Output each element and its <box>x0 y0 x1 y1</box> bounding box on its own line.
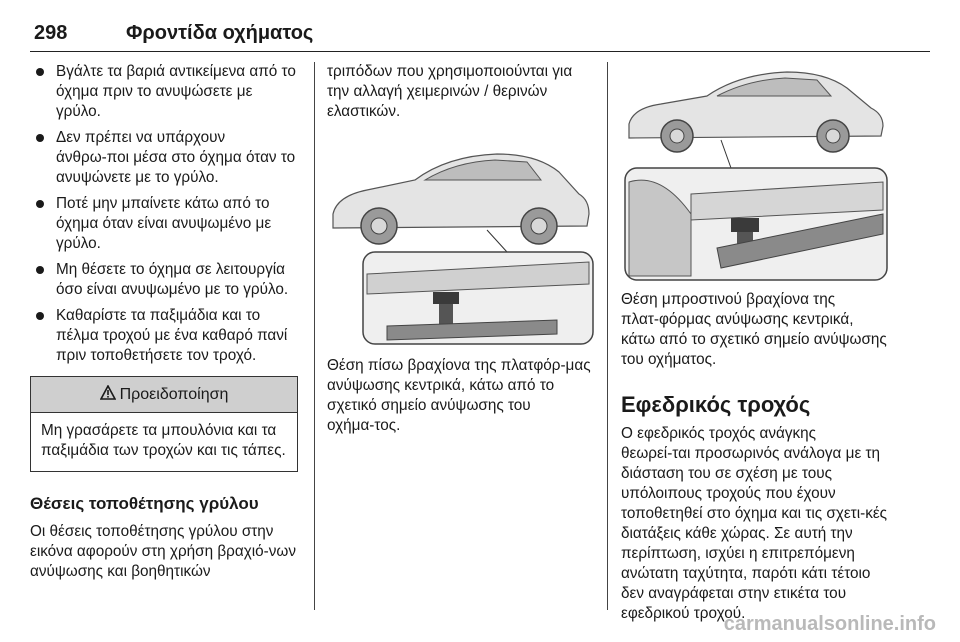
column-divider-2 <box>607 62 608 610</box>
list-item: Βγάλτε τα βαριά αντικείμενα από το όχημα πριν το ανυψώσετε με γρύλο. <box>30 62 298 122</box>
page-title: Φροντίδα οχήματος <box>126 22 314 44</box>
warning-header <box>31 377 297 413</box>
continuation-paragraph: τριπόδων που χρησιμοποιούνται για την αλλαγή χειμερινών / θερινών ελαστικών. <box>327 63 573 120</box>
spare-wheel-heading: Εφεδρικός τροχός <box>621 392 811 417</box>
spare-wheel-paragraph: Ο εφεδρικός τροχός ανάγκης θεωρεί‑ται προσωρινός ανάλογα με τη διάσταση του σε σχέση με τους υπόλοιπους τροχούς που έχουν τοποθετηθεί στο όχημα και τις σχετι‑κές διατάξεις κάθε χώρας. Σε αυτή την περίπτωση, ισχύει η επιτρεπόμενη ανώτατη ταχύτητα, παρότι κάτι τέτοιο δεν αναγράφεται στην ετικέτα του εφεδρικού τροχού. <box>621 425 888 622</box>
warning-text: Μη γρασάρετε τα μπουλόνια και τα παξιμάδια των τροχών και τις τάπες. <box>41 422 286 459</box>
list-item: Καθαρίστε τα παξιμάδια και το πέλμα τροχού με ένα καθαρό πανί πριν τοποθετήσετε τον τροχό. <box>30 306 298 366</box>
page-header <box>30 22 930 52</box>
page-number: 298 <box>34 22 68 44</box>
list-item: Δεν πρέπει να υπάρχουν άνθρω‑ποι μέσα στο όχημα όταν το ανυψώνετε με το γρύλο. <box>30 128 298 188</box>
list-item: Μη θέσετε το όχημα σε λειτουργία όσο είναι ανυψωμένο με το γρύλο. <box>30 260 298 300</box>
bullet-dot-icon <box>36 134 44 142</box>
warning-title: Προειδοποίηση <box>119 385 229 403</box>
bullet-dot-icon <box>36 312 44 320</box>
front-lift-caption: Θέση μπροστινού βραχίονα της πλατ‑φόρμας ανύψωσης κεντρικά, κάτω από το σχετικό σημείο ανύψωσης του οχήματος. <box>621 291 887 368</box>
rear-lift-caption: Θέση πίσω βραχίονα της πλατφόρ‑μας ανύψωσης κεντρικά, κάτω από το σχετικό σημείο ανύψωσης του οχήμα‑τος. <box>327 357 591 434</box>
jack-positions-paragraph: Οι θέσεις τοποθέτησης γρύλου στην εικόνα αφορούν στη χρήση βραχιό‑νων ανύψωσης και βοηθητικών <box>30 523 296 580</box>
column-1 <box>30 62 298 582</box>
bullet-dot-icon <box>36 68 44 76</box>
watermark: carmanualsonline.info <box>723 613 936 635</box>
column-divider-1 <box>314 62 315 610</box>
column-2 <box>327 62 595 436</box>
safety-bullet-list <box>30 62 298 366</box>
front-lift-point-figure <box>621 64 889 282</box>
bullet-dot-icon <box>36 266 44 274</box>
list-item: Ποτέ μην μπαίνετε κάτω από το όχημα όταν είναι ανυψωμένο με γρύλο. <box>30 194 298 254</box>
rear-lift-point-figure <box>327 134 595 348</box>
warning-triangle-icon <box>100 385 116 405</box>
column-3 <box>621 64 889 624</box>
jack-positions-heading: Θέσεις τοποθέτησης γρύλου <box>30 494 259 513</box>
bullet-dot-icon <box>36 200 44 208</box>
warning-box <box>30 376 298 472</box>
